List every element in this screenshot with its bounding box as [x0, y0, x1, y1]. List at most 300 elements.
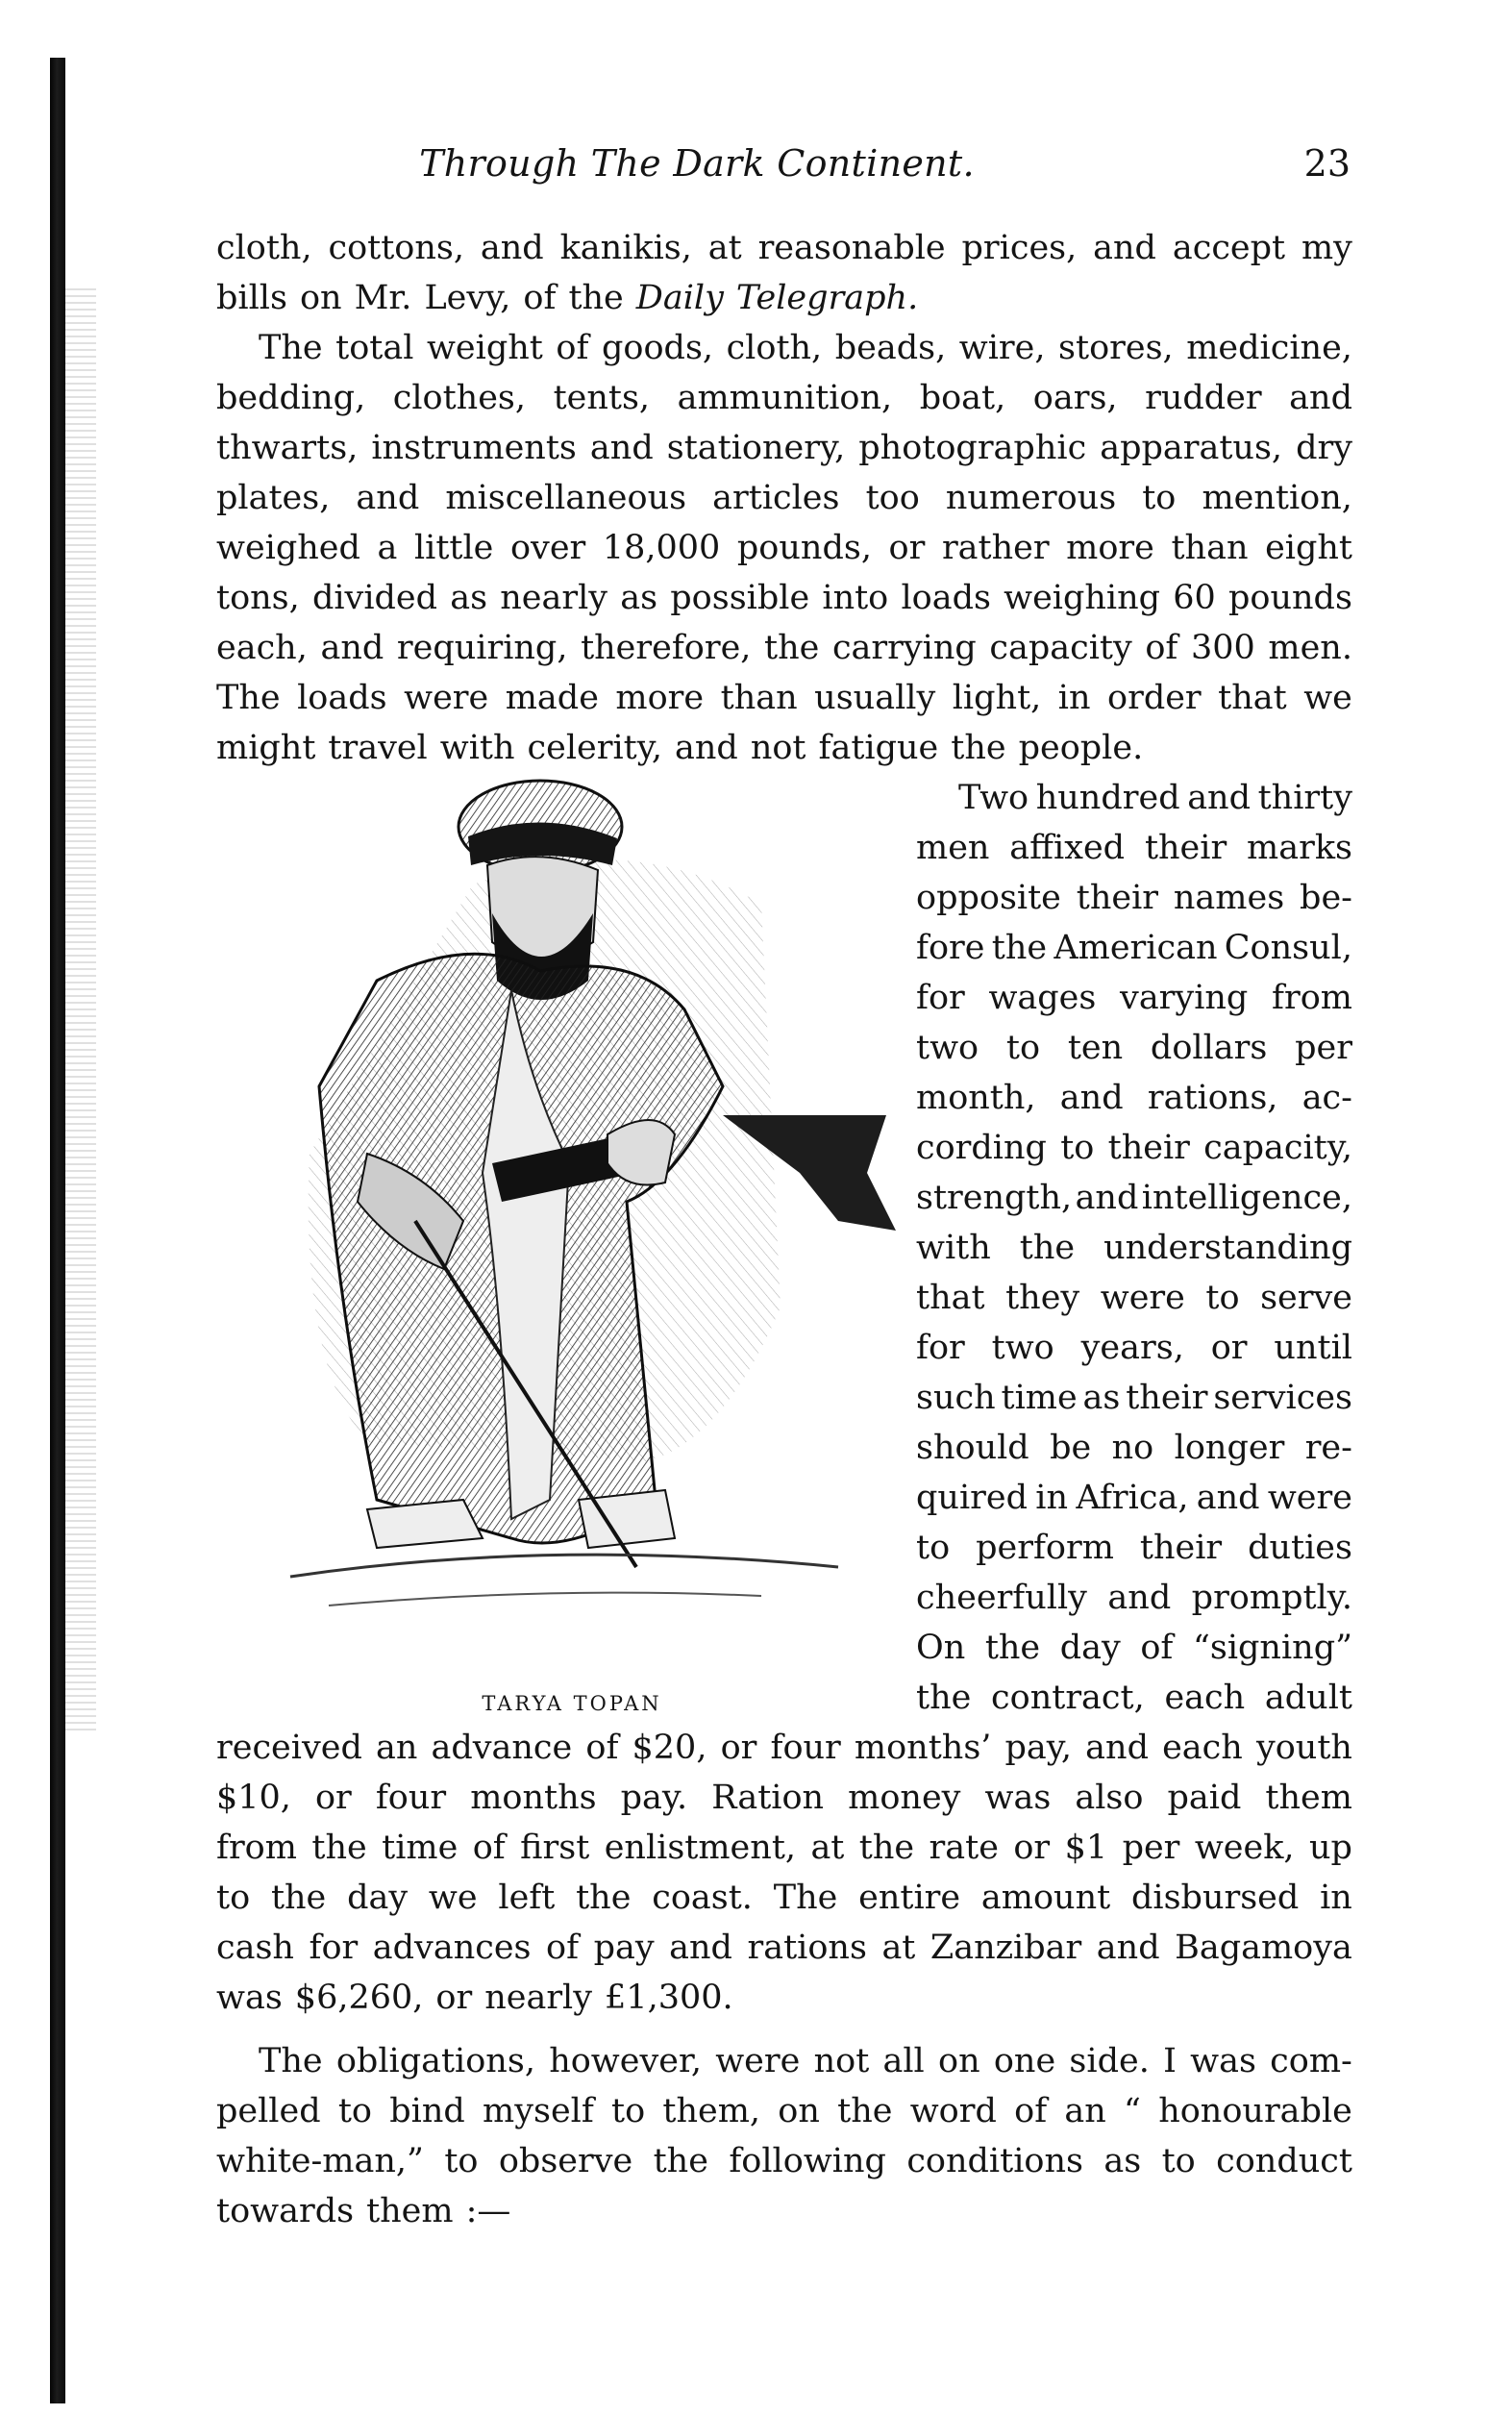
- word: nearly: [500, 579, 608, 617]
- word: The: [259, 2042, 323, 2080]
- word: and: [1107, 1579, 1172, 1617]
- word: we: [1303, 679, 1352, 717]
- word: their: [1139, 1529, 1223, 1567]
- word: the: [576, 1879, 632, 1917]
- word: or: [1210, 1329, 1248, 1367]
- word: rather: [941, 529, 1050, 567]
- word: kanikis,: [559, 229, 692, 267]
- text-line: [216, 723, 1352, 773]
- word: and: [1059, 1079, 1124, 1117]
- word: or: [435, 1979, 473, 2017]
- word: in: [1035, 1479, 1069, 1517]
- word: plates,: [216, 479, 331, 517]
- text-line: [216, 2086, 1352, 2136]
- word: on: [778, 2092, 820, 2130]
- text-line: [216, 273, 1352, 323]
- word: understanding: [1103, 1229, 1352, 1267]
- word: entire: [858, 1879, 961, 1917]
- word: of: [1014, 2092, 1048, 2130]
- word: ac-: [1301, 1079, 1352, 1117]
- word: tons,: [216, 579, 300, 617]
- word: Zanzibar: [930, 1929, 1082, 1967]
- word: medicine,: [1186, 329, 1352, 367]
- word: pay,: [1004, 1729, 1073, 1767]
- text-line: [216, 1973, 1352, 2023]
- word: hundred: [1035, 779, 1180, 817]
- word: carrying: [831, 629, 977, 667]
- word: numerous: [945, 479, 1117, 517]
- word: Africa,: [1076, 1479, 1189, 1517]
- word: perform: [976, 1529, 1114, 1567]
- word: coast.: [652, 1879, 753, 1917]
- word: accept: [1172, 229, 1286, 267]
- word: longer: [1174, 1429, 1285, 1467]
- word: 18,000: [602, 529, 721, 567]
- binding-shadow: [65, 288, 96, 1730]
- word: in: [1320, 1879, 1352, 1917]
- word: to: [1205, 1279, 1240, 1317]
- word: received: [216, 1729, 362, 1767]
- word: 60: [1173, 579, 1216, 617]
- page-number: 23: [1303, 142, 1351, 185]
- word: reasonable: [757, 229, 946, 267]
- word: with: [439, 729, 515, 767]
- word: wages: [988, 979, 1097, 1017]
- word: into: [822, 579, 889, 617]
- word: month,: [916, 1079, 1036, 1117]
- word: instruments: [371, 429, 577, 467]
- word: requiring,: [396, 629, 568, 667]
- word: than: [1171, 529, 1249, 567]
- word: :—: [465, 2192, 511, 2230]
- word: cloth,: [726, 329, 823, 367]
- word: travel: [328, 729, 428, 767]
- word: and: [1187, 779, 1252, 817]
- word: a: [377, 529, 398, 567]
- text-line: [216, 223, 1352, 273]
- word: therefore,: [581, 629, 752, 667]
- word: money: [848, 1779, 961, 1817]
- word: intelligence,: [1141, 1179, 1352, 1217]
- word: their: [1126, 1379, 1208, 1417]
- word: as: [620, 579, 658, 617]
- word: opposite: [916, 879, 1061, 917]
- word: and: [589, 429, 654, 467]
- word: per: [1122, 1829, 1180, 1867]
- word: and: [1196, 1479, 1260, 1517]
- word: towards: [216, 2192, 355, 2230]
- word: Daily: [635, 279, 724, 317]
- word: affixed: [1009, 829, 1126, 867]
- word: $1: [1064, 1829, 1108, 1867]
- word: enlistment,: [604, 1829, 797, 1867]
- word: total: [335, 329, 414, 367]
- text-line: [916, 823, 1352, 873]
- word: re-: [1304, 1429, 1352, 1467]
- word: their: [1144, 829, 1227, 867]
- word: time: [382, 1829, 459, 1867]
- word: the: [916, 1679, 972, 1717]
- word: rations: [747, 1929, 867, 1967]
- word: loads: [297, 679, 387, 717]
- text-line: [916, 1023, 1352, 1073]
- word: each,: [216, 629, 308, 667]
- word: oars,: [1032, 379, 1118, 417]
- text-line: [916, 1623, 1352, 1673]
- text-line: [216, 423, 1352, 473]
- word: that: [916, 1279, 985, 1317]
- word: the: [984, 1629, 1041, 1667]
- word: an: [1064, 2092, 1106, 2130]
- word: names: [1173, 879, 1285, 917]
- text-line: [216, 373, 1352, 423]
- text-line: [916, 873, 1352, 923]
- word: were: [1267, 1479, 1352, 1517]
- word: my: [1301, 229, 1352, 267]
- text-line: [916, 1123, 1352, 1173]
- word: of: [546, 1929, 580, 1967]
- word: conduct: [1216, 2142, 1352, 2180]
- word: usually: [814, 679, 936, 717]
- word: at: [707, 229, 742, 267]
- word: weight: [426, 329, 543, 367]
- word: day: [1059, 1629, 1121, 1667]
- text-line: [216, 2036, 1352, 2086]
- word: up: [1308, 1829, 1352, 1867]
- word: clothes,: [392, 379, 527, 417]
- word: on: [299, 279, 342, 317]
- word: people.: [1018, 729, 1144, 767]
- word: until: [1274, 1329, 1352, 1367]
- word: the: [764, 629, 820, 667]
- engraving-seated-man: [223, 769, 896, 1654]
- word: too: [865, 479, 920, 517]
- word: of: [585, 1729, 619, 1767]
- word: and: [669, 1929, 732, 1967]
- word: nearly: [484, 1979, 593, 2017]
- word: The: [216, 679, 281, 717]
- word: bills: [216, 279, 287, 317]
- word: goods,: [601, 329, 714, 367]
- word: of: [556, 329, 589, 367]
- text-line: [916, 1273, 1352, 1323]
- text-line: [916, 1473, 1352, 1523]
- word: for: [309, 1929, 359, 1967]
- text-line: [916, 973, 1352, 1023]
- word: thwarts,: [216, 429, 359, 467]
- illustration-caption: TARYA TOPAN: [482, 1692, 662, 1715]
- word: boat,: [919, 379, 1006, 417]
- word: amount: [980, 1879, 1111, 1917]
- word: not: [813, 2042, 870, 2080]
- word: than: [720, 679, 798, 717]
- word: each: [1162, 1729, 1243, 1767]
- word: the: [991, 929, 1048, 967]
- word: quired: [916, 1479, 1028, 1517]
- word: Ration: [711, 1779, 825, 1817]
- text-line: [216, 573, 1352, 623]
- word: to: [611, 2092, 646, 2130]
- text-line: [216, 2136, 1352, 2186]
- word: pay: [593, 1929, 655, 1967]
- word: wire,: [958, 329, 1046, 367]
- word: first: [520, 1829, 590, 1867]
- word: eight: [1265, 529, 1352, 567]
- text-line: [216, 1723, 1352, 1773]
- word: left: [498, 1879, 556, 1917]
- word: the: [951, 729, 1006, 767]
- word: adult: [1264, 1679, 1352, 1717]
- word: serve: [1260, 1279, 1352, 1317]
- text-line: [916, 1323, 1352, 1373]
- word: with: [916, 1229, 991, 1267]
- word: observe: [498, 2142, 633, 2180]
- word: the: [311, 1829, 367, 1867]
- word: celerity,: [527, 729, 662, 767]
- word: American: [1053, 929, 1218, 967]
- word: might: [216, 729, 316, 767]
- word: time: [1001, 1379, 1078, 1417]
- word: Two: [958, 779, 1029, 817]
- word: fore: [916, 929, 985, 967]
- word: to: [1161, 2142, 1196, 2180]
- word: cloth,: [216, 229, 312, 267]
- text-line: [216, 623, 1352, 673]
- word: weighing: [1004, 579, 1161, 617]
- word: $6,260,: [294, 1979, 424, 2017]
- word: week,: [1194, 1829, 1295, 1867]
- word: Consul,: [1224, 929, 1352, 967]
- word: years,: [1080, 1329, 1184, 1367]
- word: be-: [1300, 879, 1352, 917]
- word: to: [1060, 1129, 1095, 1167]
- word: stationery,: [666, 429, 846, 467]
- word: apparatus,: [1100, 429, 1283, 467]
- word: months: [470, 1779, 597, 1817]
- text-line: [216, 1773, 1352, 1823]
- word: fatigue: [818, 729, 939, 767]
- word: at: [881, 1929, 916, 1967]
- word: for: [916, 979, 965, 1017]
- paragraph-opening: [216, 223, 1352, 323]
- word: honourable: [1158, 2092, 1352, 2130]
- word: to: [444, 2142, 479, 2180]
- word: photographic: [858, 429, 1087, 467]
- text-line: [216, 1923, 1352, 1973]
- word: bind: [389, 2092, 465, 2130]
- word: as: [450, 579, 488, 617]
- word: to: [216, 1879, 251, 1917]
- word: $20,: [632, 1729, 707, 1767]
- word: “signing”: [1192, 1629, 1352, 1667]
- word: two: [991, 1329, 1054, 1367]
- paragraph-obligations: [216, 2036, 1352, 2236]
- word: was: [1190, 2042, 1256, 2080]
- word: divided: [311, 579, 438, 617]
- word: Levy,: [424, 279, 511, 317]
- word: advance: [431, 1729, 573, 1767]
- word: four: [770, 1729, 841, 1767]
- word: $10,: [216, 1779, 291, 1817]
- paragraph-goods-weight: [216, 323, 1352, 773]
- word: more: [615, 679, 705, 717]
- word: we: [428, 1879, 478, 1917]
- word: strength,: [916, 1179, 1073, 1217]
- word: were: [404, 679, 489, 717]
- word: of: [472, 1829, 506, 1867]
- word: possible: [670, 579, 810, 617]
- word: the: [270, 1879, 327, 1917]
- word: one: [993, 2042, 1056, 2080]
- word: pounds,: [736, 529, 872, 567]
- word: the: [568, 279, 624, 317]
- word: over: [509, 529, 586, 567]
- side-column-text: [916, 773, 1352, 1723]
- word: cheerfully: [916, 1579, 1087, 1617]
- word: an: [375, 1729, 418, 1767]
- word: four: [375, 1779, 447, 1817]
- word: two: [916, 1029, 979, 1067]
- text-line: [916, 1523, 1352, 1573]
- word: ten: [1067, 1029, 1124, 1067]
- word: 300: [1190, 629, 1255, 667]
- word: little: [413, 529, 494, 567]
- word: obligations,: [335, 2042, 535, 2080]
- word: no: [1111, 1429, 1154, 1467]
- word: cash: [216, 1929, 294, 1967]
- word: and: [1093, 229, 1156, 267]
- word: however,: [549, 2042, 702, 2080]
- word: or: [1013, 1829, 1051, 1867]
- word: disbursed: [1130, 1879, 1300, 1917]
- word: per: [1295, 1029, 1352, 1067]
- word: they: [1005, 1279, 1080, 1317]
- text-line: [216, 523, 1352, 573]
- word: day: [347, 1879, 409, 1917]
- word: and: [480, 229, 544, 267]
- word: also: [1075, 1779, 1144, 1817]
- word: “: [1124, 2092, 1141, 2130]
- word: bedding,: [216, 379, 366, 417]
- word: their: [1107, 1129, 1190, 1167]
- word: The: [773, 1879, 838, 1917]
- word: advances: [372, 1929, 532, 1967]
- word: the: [653, 2142, 708, 2180]
- word: pounds: [1228, 579, 1352, 617]
- word: The: [259, 329, 323, 367]
- word: of: [1145, 629, 1178, 667]
- text-line: [916, 1423, 1352, 1473]
- word: and: [674, 729, 738, 767]
- word: them,: [662, 2092, 761, 2130]
- text-line: [916, 1173, 1352, 1223]
- paragraph-advances: [216, 1723, 1352, 2023]
- book-binding-edge: [50, 58, 65, 2403]
- word: articles: [712, 479, 840, 517]
- word: all: [882, 2042, 925, 2080]
- word: loads: [901, 579, 991, 617]
- word: the: [837, 2092, 893, 2130]
- word: was: [216, 1979, 283, 2017]
- word: their: [1076, 879, 1159, 917]
- word: at: [810, 1829, 845, 1867]
- text-line: [216, 323, 1352, 373]
- word: Bagamoya: [1175, 1929, 1352, 1967]
- page-header: [216, 142, 1351, 190]
- word: that: [1218, 679, 1287, 717]
- word: pelled: [216, 2092, 321, 2130]
- word: more: [1066, 529, 1154, 567]
- word: prices,: [961, 229, 1078, 267]
- word: contract,: [991, 1679, 1145, 1717]
- word: beads,: [834, 329, 947, 367]
- word: men: [916, 829, 990, 867]
- word: from: [1272, 979, 1352, 1017]
- word: mention,: [1202, 479, 1352, 517]
- word: com-: [1270, 2042, 1352, 2080]
- text-line: [216, 1873, 1352, 1923]
- word: them: [1265, 1779, 1352, 1817]
- word: myself: [483, 2092, 594, 2130]
- word: should: [916, 1429, 1029, 1467]
- word: of: [523, 279, 557, 317]
- word: the: [1019, 1229, 1076, 1267]
- word: On: [916, 1629, 966, 1667]
- text-line: [216, 2186, 1352, 2236]
- word: rations,: [1147, 1079, 1278, 1117]
- word: cottons,: [328, 229, 464, 267]
- word: tents,: [553, 379, 651, 417]
- word: miscellaneous: [445, 479, 687, 517]
- word: months’: [854, 1729, 992, 1767]
- word: for: [916, 1329, 965, 1367]
- word: paid: [1167, 1779, 1242, 1817]
- word: each: [1164, 1679, 1246, 1717]
- word: youth: [1255, 1729, 1352, 1767]
- word: capacity: [989, 629, 1132, 667]
- word: were: [1100, 1279, 1185, 1317]
- word: of: [1140, 1629, 1174, 1667]
- word: or: [720, 1729, 757, 1767]
- word: or: [314, 1779, 352, 1817]
- word: thirty: [1257, 779, 1352, 817]
- word: following: [729, 2142, 886, 2180]
- word: as: [1103, 2142, 1142, 2180]
- word: to: [337, 2092, 372, 2130]
- word: to: [1005, 1029, 1041, 1067]
- text-line: [216, 473, 1352, 523]
- word: I: [1163, 2042, 1177, 2080]
- portrait-engraving: [223, 769, 896, 1654]
- word: on: [938, 2042, 980, 2080]
- word: stores,: [1058, 329, 1174, 367]
- word: made: [505, 679, 599, 717]
- word: promptly.: [1191, 1579, 1352, 1617]
- word: not: [750, 729, 806, 767]
- text-line: [916, 1673, 1352, 1723]
- word: Mr.: [354, 279, 412, 317]
- word: Telegraph.: [735, 279, 919, 317]
- word: and: [1085, 1729, 1149, 1767]
- word: or: [888, 529, 926, 567]
- word: and: [356, 479, 420, 517]
- word: duties: [1248, 1529, 1352, 1567]
- word: white-man,”: [216, 2142, 424, 2180]
- word: and: [1075, 1179, 1139, 1217]
- word: marks: [1247, 829, 1352, 867]
- text-line: [216, 1823, 1352, 1873]
- word: them: [366, 2192, 454, 2230]
